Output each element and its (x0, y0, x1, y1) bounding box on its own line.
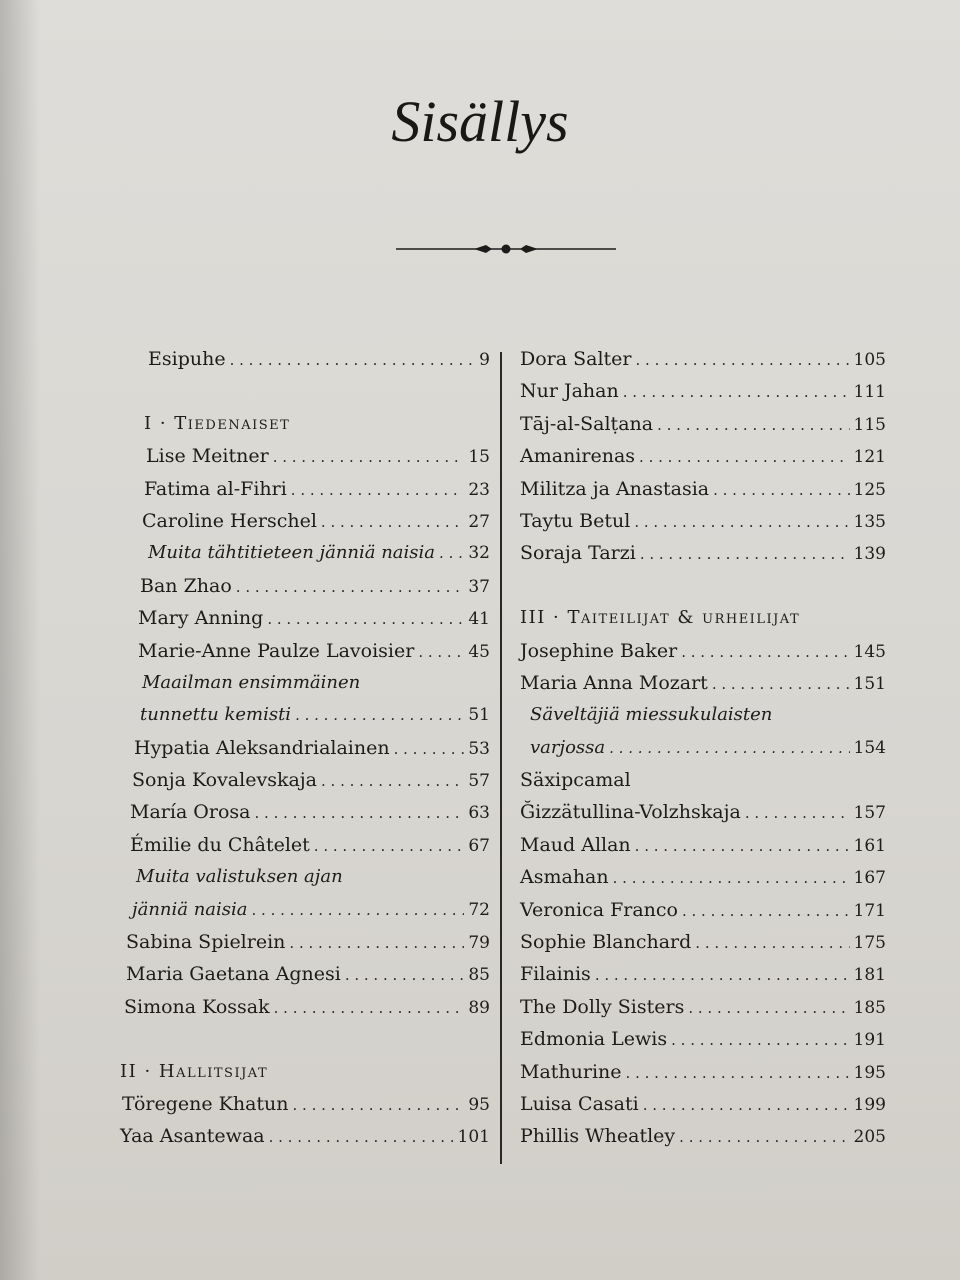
dot-leader (236, 578, 465, 596)
dot-leader (657, 416, 849, 434)
dot-leader (267, 610, 464, 628)
entry-title: Amanirenas (520, 445, 636, 468)
entry-page: 111 (853, 382, 886, 403)
entry-title: The Dolly Sisters (520, 995, 685, 1018)
entry-page: 115 (853, 414, 886, 435)
toc-entry (520, 510, 886, 542)
entry-title: Muita valistuksen ajan (136, 866, 343, 888)
dot-leader (712, 675, 850, 693)
entry-page: 79 (468, 933, 490, 954)
entry-title: Esipuhe (148, 348, 226, 370)
section-heading-3: III · Taiteilijat & urheilijat (520, 607, 801, 629)
entry-title: Hypatia Aleksandrialainen (134, 736, 390, 759)
entry-page: 63 (468, 803, 490, 824)
toc-entry (520, 348, 886, 380)
page-title: Sisällys (391, 89, 569, 154)
entry-title: Säxipcamal (520, 769, 631, 792)
entry-title: Ğizzätullina-Volzhskaja (520, 801, 741, 824)
dot-leader (643, 1096, 850, 1114)
entry-page: 157 (853, 803, 886, 824)
toc-entry (120, 1125, 490, 1157)
entry-page: 9 (479, 350, 490, 370)
entry-page: 101 (457, 1127, 490, 1148)
toc-entry (520, 996, 886, 1028)
entry-title: jänniä naisia (132, 898, 248, 920)
toc-entry (520, 1125, 886, 1157)
dot-leader (274, 999, 465, 1017)
toc-right-column (520, 348, 886, 1158)
entry-title: Fatima al-Fihri (144, 477, 287, 500)
entry-title: Edmonia Lewis (520, 1028, 668, 1051)
toc-entry (520, 931, 886, 963)
toc-entry (520, 899, 886, 931)
dot-leader (439, 544, 464, 562)
toc-entry (120, 834, 490, 866)
entry-page: 154 (853, 737, 886, 758)
entry-page: 205 (853, 1127, 886, 1148)
toc-entry (120, 510, 490, 542)
toc-left-column (120, 348, 490, 1158)
entry-page: 167 (853, 868, 886, 889)
toc-entry (520, 737, 886, 769)
toc-entry (120, 963, 490, 995)
entry-title: Lise Meitner (146, 445, 269, 468)
entry-title: Töregene Khatun (122, 1092, 289, 1115)
entry-title: varjossa (530, 736, 606, 758)
entry-page: 161 (853, 835, 886, 856)
dot-leader (679, 1128, 849, 1146)
toc-entry (520, 866, 886, 898)
toc-entry (520, 704, 886, 736)
entry-title: Asmahan (520, 866, 609, 889)
dot-leader (291, 481, 465, 499)
dot-leader (636, 351, 850, 369)
dot-leader (635, 837, 850, 855)
toc-entry (520, 1093, 886, 1125)
entry-title: Josephine Baker (520, 639, 678, 662)
entry-title: Maailman ensimmäinen (142, 671, 361, 693)
entry-title: Sophie Blanchard (520, 931, 692, 954)
dot-leader (640, 545, 850, 563)
entry-title: tunnettu kemisti (140, 704, 292, 726)
entry-page: 191 (853, 1030, 886, 1051)
section-heading-1: I · Tiedenaiset (144, 412, 291, 434)
dot-leader (321, 772, 464, 790)
toc-entry (120, 542, 490, 574)
dot-leader (639, 448, 850, 466)
toc-entry (120, 769, 490, 801)
dot-leader (269, 1128, 454, 1146)
toc-entry (520, 640, 886, 672)
toc-entry (520, 478, 886, 510)
toc-entry (120, 801, 490, 833)
toc-entry (120, 931, 490, 963)
toc-entry (520, 801, 886, 833)
dot-leader (682, 902, 850, 920)
toc-entry (520, 542, 886, 574)
toc-entry (520, 672, 886, 704)
toc-entry (120, 996, 490, 1028)
entry-page: 139 (853, 544, 886, 565)
entry-page: 145 (853, 641, 886, 662)
dot-leader (634, 513, 849, 531)
entry-page: 72 (468, 899, 490, 920)
entry-page: 45 (468, 641, 490, 662)
dot-leader (394, 740, 465, 758)
entry-title: Nur Jahan (520, 380, 619, 403)
entry-page: 199 (853, 1094, 886, 1115)
toc-entry (120, 478, 490, 510)
entry-page: 95 (468, 1094, 490, 1115)
dot-leader (295, 706, 464, 724)
toc-entry (520, 413, 886, 445)
toc-entry (520, 963, 886, 995)
entry-title: Simona Kossak (124, 995, 270, 1018)
entry-page: 171 (853, 900, 886, 921)
entry-title: Filainis (520, 963, 591, 986)
dot-leader (613, 869, 850, 887)
entry-page: 53 (468, 738, 490, 759)
entry-title: Maria Anna Mozart (520, 671, 708, 694)
entry-page: 195 (853, 1062, 886, 1083)
entry-title: Säveltäjiä miessukulaisten (530, 704, 773, 726)
dot-leader (626, 1064, 850, 1082)
toc-entry (120, 737, 490, 769)
entry-title: Luisa Casati (520, 1092, 639, 1115)
toc-entry (120, 607, 490, 639)
dot-leader (255, 804, 465, 822)
toc-entry (120, 640, 490, 672)
entry-title: Soraja Tarzi (520, 542, 636, 565)
dot-leader (609, 739, 849, 757)
entry-page: 41 (468, 609, 490, 630)
entry-title: Marie-Anne Paulze Lavoisier (138, 639, 415, 662)
entry-page: 15 (468, 447, 490, 468)
toc-entry (520, 380, 886, 412)
entry-title: Mary Anning (138, 607, 264, 630)
toc-entry (520, 1061, 886, 1093)
dot-leader (321, 513, 464, 531)
dot-leader (695, 934, 849, 952)
entry-page: 185 (853, 997, 886, 1018)
dot-leader (681, 643, 849, 661)
entry-title: Phillis Wheatley (520, 1125, 676, 1148)
dot-leader (314, 837, 465, 855)
entry-title: Émilie du Châtelet (130, 833, 310, 856)
dot-leader (713, 481, 849, 499)
entry-title: Maud Allan (520, 833, 631, 856)
entry-page: 27 (468, 511, 490, 532)
toc-entry (520, 1028, 886, 1060)
entry-page: 135 (853, 511, 886, 532)
dot-leader (671, 1031, 849, 1049)
toc-entry (120, 704, 490, 736)
entry-title: Sabina Spielrein (126, 931, 286, 954)
toc-entry (120, 672, 490, 704)
entry-title: Veronica Franco (520, 898, 678, 921)
entry-title: Sonja Kovalevskaja (132, 769, 317, 792)
entry-title: Yaa Asantewaa (120, 1125, 265, 1148)
entry-page: 105 (853, 350, 886, 370)
entry-page: 85 (468, 965, 490, 986)
toc-entry (120, 1093, 490, 1125)
dot-leader (230, 351, 476, 369)
entry-page: 51 (468, 705, 490, 726)
entry-title: Muita tähtitieteen jänniä naisia (148, 542, 436, 564)
toc-entry (520, 834, 886, 866)
toc-entry (120, 866, 490, 898)
dot-leader (252, 901, 465, 919)
entry-title: Militza ja Anastasia (520, 477, 710, 500)
dot-leader (289, 934, 464, 952)
entry-page: 67 (468, 835, 490, 856)
dot-leader (273, 448, 465, 466)
entry-page: 32 (468, 543, 490, 564)
entry-page: 151 (853, 673, 886, 694)
entry-page: 23 (468, 479, 490, 500)
dot-leader (688, 999, 849, 1017)
entry-page: 57 (468, 771, 490, 792)
dot-leader (745, 804, 850, 822)
entry-page: 181 (853, 965, 886, 986)
entry-page: 89 (468, 997, 490, 1018)
entry-title: Ban Zhao (140, 574, 232, 597)
dot-leader (293, 1096, 465, 1114)
toc-entry (120, 445, 490, 477)
entry-title: Caroline Herschel (142, 509, 317, 532)
entry-page: 37 (468, 576, 490, 597)
dot-leader (418, 643, 464, 661)
column-divider (500, 352, 502, 1164)
entry-page: 121 (853, 447, 886, 468)
toc-entry (520, 445, 886, 477)
entry-title: Mathurine (520, 1060, 622, 1083)
toc-entry (120, 899, 490, 931)
section-heading-2: II · Hallitsijat (120, 1060, 269, 1082)
entry-page: 175 (853, 933, 886, 954)
dot-leader (623, 383, 850, 401)
toc-entry (120, 575, 490, 607)
entry-title: Taytu Betul (520, 509, 631, 532)
dot-leader (345, 966, 465, 984)
ornament-divider (396, 238, 616, 260)
toc-entry (520, 769, 886, 801)
entry-title: Dora Salter (520, 348, 632, 370)
entry-page: 125 (853, 479, 886, 500)
toc-entry-preface (120, 348, 490, 380)
entry-title: María Orosa (130, 801, 251, 824)
entry-title: Maria Gaetana Agnesi (126, 963, 341, 986)
spine-shadow (0, 0, 40, 1280)
dot-leader (595, 966, 850, 984)
entry-title: Tāj-al-Salṭana (520, 412, 654, 435)
